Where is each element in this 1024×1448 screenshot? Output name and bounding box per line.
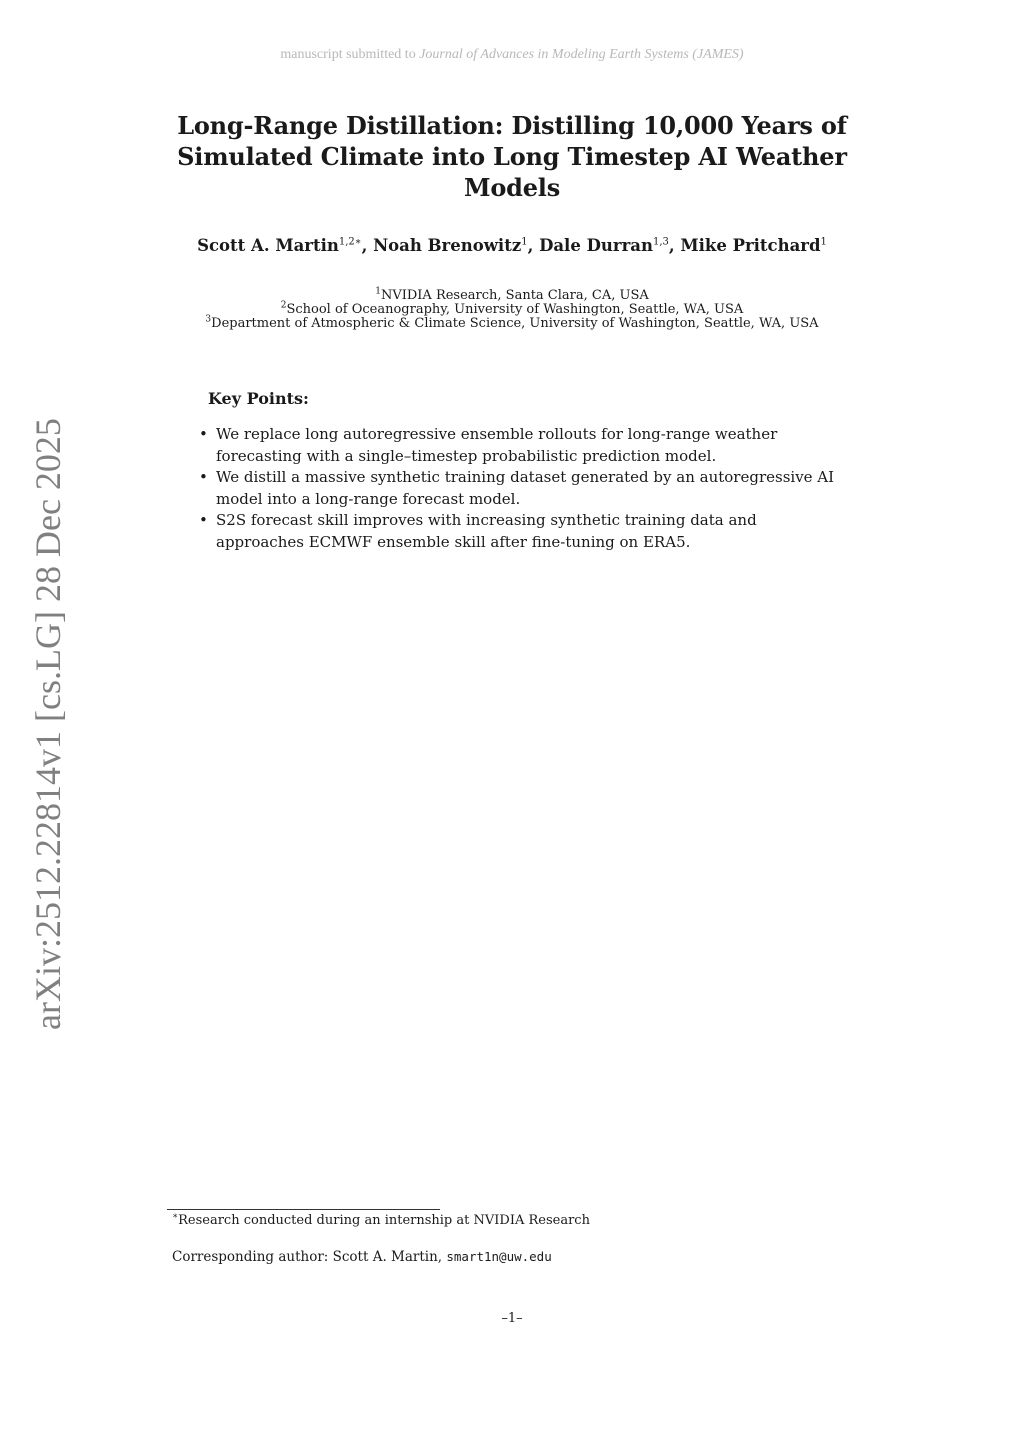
affiliation-text: Department of Atmospheric & Climate Science, University of Washington, Seattle, WA, USA (211, 316, 819, 331)
key-point-item (195, 510, 835, 553)
corresponding-author (172, 1249, 552, 1265)
affiliation-list (0, 286, 1024, 331)
footnote (172, 1213, 590, 1228)
author-affiliation-mark: 1,2∗ (338, 236, 362, 248)
footnote-mark: ∗ (172, 1211, 179, 1222)
affiliation (0, 286, 1024, 303)
paper-title: Long-Range Distillation: Distilling 10,000 Years of Simulated Climate into Long Timestep AI Weather Models (177, 111, 847, 202)
author-list (0, 236, 1024, 255)
journal-name: Journal of Advances in Modeling Earth Systems (JAMES) (419, 47, 744, 62)
author-name: Mike Pritchard (680, 236, 821, 255)
author-separator: , (527, 236, 540, 255)
key-point-item (195, 467, 835, 510)
bullet-icon: • (199, 511, 208, 529)
corresponding-label: Corresponding author: Scott A. Martin, (172, 1249, 447, 1265)
bullet-icon: • (199, 425, 208, 443)
key-points-heading: Key Points: (208, 389, 309, 408)
author-separator: , (361, 236, 374, 255)
affiliation (0, 314, 1024, 331)
arxiv-stamp: arXiv:2512.22814v1 [cs.LG] 28 Dec 2025 (28, 418, 68, 1030)
affiliation (0, 300, 1024, 317)
author-name: Noah Brenowitz (373, 236, 522, 255)
author-name: Scott A. Martin (197, 236, 339, 255)
key-point-text: We distill a massive synthetic training dataset generated by an autoregressive AI model into a long-range forecast model. (216, 468, 835, 508)
corresponding-email-link[interactable]: smart1n@uw.edu (446, 1249, 552, 1264)
affiliation-text: School of Oceanography, University of Washington, Seattle, WA, USA (286, 302, 744, 317)
key-point-item (195, 424, 835, 467)
key-point-text: S2S forecast skill improves with increasing synthetic training data and approaches ECMWF ensemble skill after fine-tuning on ERA5. (216, 511, 757, 551)
author-affiliation-mark: 1,3 (652, 236, 669, 248)
author-affiliation-mark: 1 (521, 236, 528, 248)
author-separator: , (668, 236, 681, 255)
page-number: –1– (501, 1311, 523, 1326)
affiliation-text: NVIDIA Research, Santa Clara, CA, USA (380, 288, 649, 303)
bullet-icon: • (199, 468, 208, 486)
affiliation-mark: 3 (205, 314, 212, 325)
footnote-text: Research conducted during an internship at NVIDIA Research (178, 1213, 590, 1228)
affiliation-mark: 1 (375, 286, 381, 297)
key-point-text: We replace long autoregressive ensemble rollouts for long-range weather forecasting with a single–timestep probabilistic prediction model. (216, 425, 778, 465)
author-name: Dale Durran (539, 236, 653, 255)
author-affiliation-mark: 1 (820, 236, 827, 248)
header-prefix: manuscript submitted to (280, 47, 420, 62)
running-header (0, 47, 1024, 63)
footnote-rule (167, 1209, 440, 1210)
key-points-list (195, 424, 835, 553)
affiliation-mark: 2 (280, 300, 287, 311)
